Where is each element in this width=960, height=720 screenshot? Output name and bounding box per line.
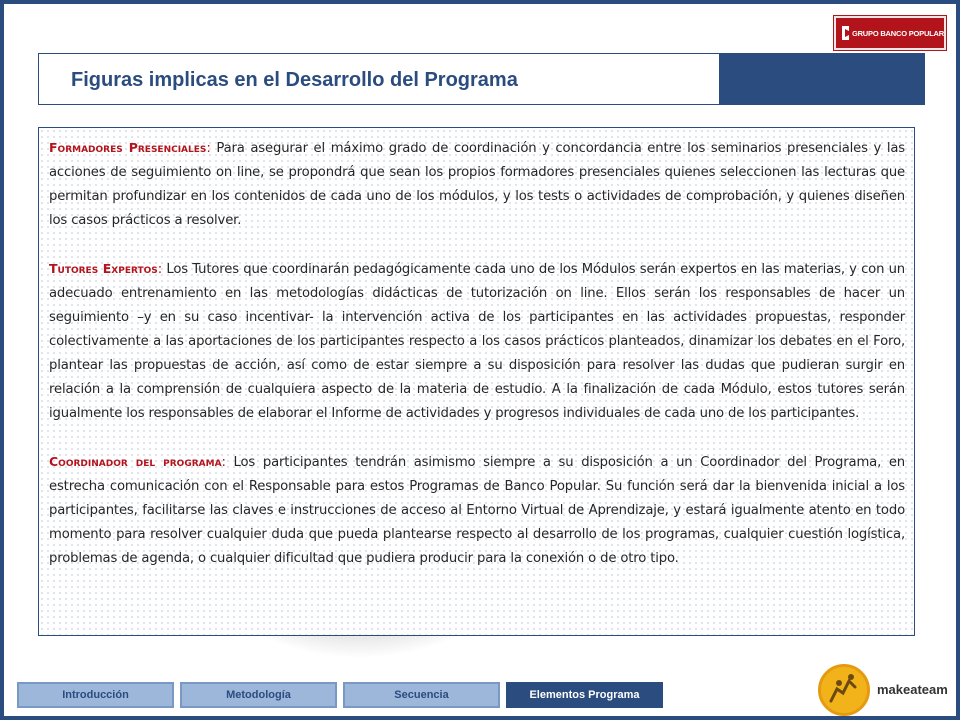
section-formadores bbox=[49, 136, 905, 233]
makeateam-wordmark: makeateam bbox=[877, 682, 948, 697]
section-heading: Coordinador del programa bbox=[49, 454, 222, 469]
tab-introduccion[interactable]: Introducción bbox=[17, 682, 174, 708]
tab-elementos-programa[interactable]: Elementos Programa bbox=[506, 682, 663, 708]
page-title: Figuras implicas en el Desarrollo del Programa bbox=[71, 69, 518, 91]
section-text: Para asegurar el máximo grado de coordinación y concordancia entre los seminarios presenciales y las acciones de seguimiento on line, se propondrá que sean los propios formadores presenciales quienes seleccionen las lecturas que permitan profundizar en los contenidos de cada uno de los módulos, y los tests o actividades de comprobación, y quienes diseñen los casos prácticos a resolver. bbox=[49, 141, 905, 228]
banco-popular-logo-text: GRUPO BANCO POPULAR bbox=[851, 28, 944, 38]
section-tutores bbox=[49, 257, 905, 426]
heading-colon: : bbox=[157, 262, 163, 277]
tab-secuencia[interactable]: Secuencia bbox=[343, 682, 500, 708]
title-bar bbox=[38, 53, 925, 105]
runners-icon bbox=[821, 667, 867, 713]
makeateam-logo bbox=[818, 664, 948, 714]
banco-popular-mark-icon bbox=[842, 26, 849, 40]
nav-tabs bbox=[17, 682, 663, 708]
banco-popular-logo bbox=[834, 16, 946, 50]
heading-colon: : bbox=[206, 141, 211, 156]
heading-colon: : bbox=[221, 455, 226, 470]
content-panel bbox=[38, 127, 915, 636]
section-heading: Formadores Presenciales bbox=[49, 140, 207, 155]
section-text: Los Tutores que coordinarán pedagógicamente cada uno de los Módulos serán expertos en las materias, y con un adecuado entrenamiento en las metodologías didácticas de tutorización on line. Ellos serán los responsables de hacer un seguimiento –y en su caso incentivar- la intervención activa de los participantes en las actividades propuestas, responder colectivamente a las aportaciones de los participantes respecto a los casos prácticos planteados, dinamizar los debates en el Foro, plantear las propuestas de acción, así como de estar siempre a su disposición para resolver las dudas que pudieran surgir en relación a la comprensión de cualquiera aspecto de la materia de estudio. A la finalización de cada Módulo, estos tutores serán igualmente los responsables de elaborar el Informe de actividades y progresos individuales de cada uno de los participantes. bbox=[49, 262, 905, 421]
tab-metodologia[interactable]: Metodología bbox=[180, 682, 337, 708]
section-coordinador bbox=[49, 450, 905, 571]
section-text: Los participantes tendrán asimismo siempre a su disposición a un Coordinador del Programa, en estrecha comunicación con el Responsable para estos Programas de Banco Popular. Su función será dar la bienvenida inicial a los participantes, facilitarse las claves e instrucciones de acceso al Entorno Virtual de Aprendizaje, y estará igualmente atento en todo momento para resolver cualquier duda que pueda plantearse respecto al desarrollo de los programas, cualquier cuestión logística, problemas de agenda, o cualquier dificultad que pudiera producir para la conexión o de otro tipo. bbox=[49, 455, 905, 566]
section-heading: Tutores Expertos bbox=[49, 261, 158, 276]
title-accent-block bbox=[719, 54, 924, 104]
makeateam-emblem-icon bbox=[818, 664, 870, 716]
